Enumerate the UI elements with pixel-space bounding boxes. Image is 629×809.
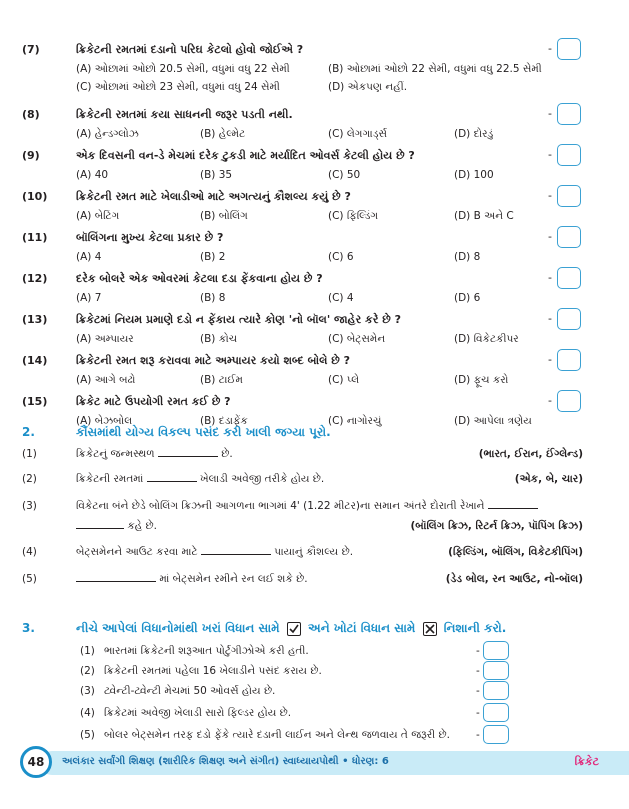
fill-after: છે. [221, 448, 233, 460]
statement-text: ટ્વેન્ટી-ટ્વેન્ટી મેચમાં 50 ઓવર્સ હોય છે. [104, 685, 276, 697]
answer-dash: - [476, 707, 480, 719]
question-number: (7) [22, 43, 40, 56]
blank-line[interactable] [488, 497, 538, 509]
answer-dash: - [548, 107, 552, 120]
section-3-title-c: નિશાની કરો. [443, 621, 507, 635]
option[interactable]: (B) ઓછામાં ઓછો 22 સેમી, વધુમાં વધુ 22.5 સેમી [328, 63, 542, 75]
answer-dash: - [548, 271, 552, 284]
option[interactable]: (D) વિકેટકીપર [454, 333, 519, 345]
answer-box[interactable] [557, 390, 581, 412]
question-line [0, 351, 629, 371]
fill-before: બેટ્સમેનને આઉટ કરવા માટે [76, 546, 198, 558]
mcq-question [0, 228, 629, 266]
statement-text: ક્રિકેટમાં અવેજી ખેલાડી સારો ફિલ્ડર હોય છે. [104, 707, 292, 719]
true-false-item [0, 702, 629, 724]
option[interactable]: (D) 6 [454, 292, 481, 304]
answer-box[interactable] [557, 226, 581, 248]
answer-dash: - [548, 148, 552, 161]
options-row [0, 78, 629, 96]
blank-line[interactable] [76, 570, 156, 582]
option[interactable]: (C) નાગોરચું [328, 415, 382, 427]
answer-dash: - [476, 645, 480, 657]
mcq-question [0, 310, 629, 348]
answer-box[interactable] [557, 103, 581, 125]
true-false-item [0, 724, 629, 746]
option[interactable]: (B) 8 [200, 292, 226, 304]
fill-item-number: (1) [22, 448, 37, 460]
option[interactable]: (A) બેટિંગ [76, 210, 120, 222]
options-row [0, 289, 629, 307]
fill-before: ક્રિકેટનું જન્મસ્થળ [76, 448, 155, 460]
blank-line[interactable] [158, 445, 218, 457]
tick-box[interactable] [483, 725, 509, 744]
cross-box-icon [423, 622, 437, 636]
answer-box[interactable] [557, 38, 581, 60]
section-3-heading [0, 617, 629, 639]
question-text: એક દિવસની વન-ડે મેચમાં દરેક ટુકડી માટે મર્યાદિત ઓવર્સ કેટલી હોય છે ? [76, 149, 415, 162]
option[interactable]: (D) B અને C [454, 210, 514, 222]
question-line [0, 228, 629, 248]
true-false-item [0, 660, 629, 682]
fill-after: પાયાનું કૌશલ્ય છે. [274, 546, 354, 558]
blank-line[interactable] [201, 543, 271, 555]
fill-item-1 [0, 444, 629, 464]
blank-line[interactable] [76, 517, 124, 529]
option[interactable]: (B) ટાઈમ [200, 374, 243, 386]
fill-item-5 [0, 569, 629, 589]
question-text: ક્રિકેટની રમતમાં કયા સાધનની જરૂર પડતી નથી. [76, 108, 293, 121]
option[interactable]: (B) 2 [200, 251, 226, 263]
options-row [0, 166, 629, 184]
question-number: (14) [22, 354, 48, 367]
fill-item-text [76, 469, 324, 489]
mcq-question [0, 40, 629, 96]
question-line [0, 310, 629, 330]
fill-item-text [76, 542, 353, 562]
footer-subject: ક્રિકેટ [574, 755, 599, 768]
option[interactable]: (A) 4 [76, 251, 102, 263]
fill-choices: (બૉલિંગ ક્રિઝ, રિટર્ન ક્રિઝ, પૉપિંગ ક્રિઝ) [410, 520, 583, 532]
question-line [0, 187, 629, 207]
option[interactable]: (A) ઓછામાં ઓછો 20.5 સેમી, વધુમાં વધુ 22 સેમી [76, 63, 290, 75]
option[interactable]: (C) બેટ્સમેન [328, 333, 386, 345]
option[interactable]: (A) બેઝબોલ [76, 415, 133, 427]
question-number: (9) [22, 149, 40, 162]
answer-box[interactable] [557, 267, 581, 289]
answer-dash: - [476, 729, 480, 741]
option[interactable]: (D) ફૂચ કરો [454, 374, 509, 386]
answer-dash: - [548, 42, 552, 55]
question-text: ક્રિકેટમાં નિયમ પ્રમાણે દડો ન ફેંકાય ત્યારે કોણ 'નો બૉલ' જાહેર કરે છે ? [76, 313, 401, 326]
option[interactable]: (B) કોચ [200, 333, 238, 345]
mcq-question [0, 269, 629, 307]
options-row [0, 125, 629, 143]
answer-dash: - [548, 394, 552, 407]
option[interactable]: (B) બોલિંગ [200, 210, 248, 222]
fill-before: વિકેટના બંને છેડે બોલિંગ ક્રિઝની આગળના ભાગમાં 4' (1.22 મીટર)ના સમાન અંતરે દોરાતી રેખાને [76, 500, 485, 512]
tick-box[interactable] [483, 703, 509, 722]
answer-box[interactable] [557, 349, 581, 371]
fill-item-number: (2) [22, 473, 37, 485]
question-number: (11) [22, 231, 48, 244]
fill-before: ક્રિકેટની રમતમાં [76, 473, 144, 485]
section-2-title: કૌંસમાંથી યોગ્ય વિકલ્પ પસંદ કરી ખાલી જગ્યા પૂરો. [76, 425, 331, 439]
statement-number: (1) [80, 645, 95, 657]
question-line [0, 105, 629, 125]
statement-number: (2) [80, 665, 95, 677]
option[interactable]: (B) હેલ્મેટ [200, 128, 246, 140]
answer-dash: - [548, 312, 552, 325]
fill-choices: (એક, બે, ચાર) [514, 473, 583, 485]
fill-item-number: (4) [22, 546, 37, 558]
answer-dash: - [548, 353, 552, 366]
tick-box[interactable] [483, 681, 509, 700]
section-3-title-a: નીચે આપેલાં વિધાનોમાંથી ખરાં વિધાન સામે [76, 621, 280, 635]
option[interactable]: (C) ફિલ્ડિંગ [328, 210, 378, 222]
question-line [0, 392, 629, 412]
question-number: (8) [22, 108, 40, 121]
answer-box[interactable] [557, 308, 581, 330]
option[interactable]: (C) 6 [328, 251, 354, 263]
fill-item-number: (5) [22, 573, 37, 585]
check-box-icon [287, 622, 301, 636]
mcq-question [0, 146, 629, 184]
fill-item-text [76, 516, 157, 536]
question-number: (10) [22, 190, 48, 203]
option[interactable]: (C) 4 [328, 292, 354, 304]
mcq-question [0, 105, 629, 143]
option[interactable]: (B) 35 [200, 169, 233, 181]
blank-line[interactable] [147, 470, 197, 482]
fill-item-text [76, 496, 538, 516]
section-3-number: 3. [22, 621, 35, 635]
section-2-number: 2. [22, 425, 35, 439]
option[interactable]: (D) એકપણ નહીં. [328, 81, 408, 93]
option[interactable]: (A) આગે બઢો [76, 374, 136, 386]
statement-number: (5) [80, 729, 95, 741]
question-text: ક્રિકેટની રમત શરૂ કરાવવા માટે અમ્પાયર કયો શબ્દ બોલે છે ? [76, 354, 351, 367]
statement-number: (4) [80, 707, 95, 719]
fill-choices: (ડેડ બોલ, રન આઉટ, નો-બૉલ) [445, 573, 583, 585]
options-row [0, 207, 629, 225]
question-text: ક્રિકેટની રમતમાં દડાનો પરિઘ કેટલો હોવો જોઈએ ? [76, 43, 304, 56]
option[interactable]: (C) ઓછામાં ઓછો 23 સેમી, વધુમાં વધુ 24 સેમી [76, 81, 280, 93]
option[interactable]: (A) હેન્ડગ્લોઝ [76, 128, 139, 140]
page-number: 48 [20, 746, 52, 778]
true-false-item [0, 680, 629, 702]
fill-choices: (ફિલ્ડિંગ, બૉલિંગ, વિકેટકીપિંગ) [448, 546, 583, 558]
options-row [0, 330, 629, 348]
options-row [0, 60, 629, 78]
fill-after: માં બેટ્સમેન રમીને રન લઈ શકે છે. [159, 573, 308, 585]
fill-item-3 [0, 496, 629, 516]
option[interactable]: (C) પ્લે [328, 374, 360, 386]
answer-box[interactable] [557, 185, 581, 207]
question-number: (12) [22, 272, 48, 285]
page-footer [0, 746, 629, 776]
tick-box[interactable] [483, 641, 509, 660]
question-number: (13) [22, 313, 48, 326]
option[interactable]: (D) 8 [454, 251, 481, 263]
question-line [0, 40, 629, 60]
question-text: દરેક બોલરે એક ઓવરમાં કેટલા દડા ફેંકવાના હોય છે ? [76, 272, 323, 285]
fill-after: કહે છે. [127, 520, 158, 532]
answer-dash: - [548, 230, 552, 243]
question-text: ક્રિકેટ માટે ઉપયોગી રમત કઈ છે ? [76, 395, 231, 408]
fill-after: ખેલાડી અવેજી તરીકે હોય છે. [199, 473, 325, 485]
option[interactable]: (B) દડાફેંક [200, 415, 248, 427]
options-row [0, 248, 629, 266]
option[interactable]: (D) 100 [454, 169, 494, 181]
fill-item-number: (3) [22, 500, 37, 512]
statement-text: બોલર બેટ્સમેન તરફ દડો ફેંકે ત્યારે દડાની લાઈન અને લેન્થ જળવાય તે જરૂરી છે. [104, 729, 450, 741]
statement-text: ભારતમાં ક્રિકેટની શરૂઆત પોર્ટુગીઝોએ કરી હતી. [104, 645, 309, 657]
mcq-question [0, 351, 629, 389]
tick-box[interactable] [483, 661, 509, 680]
question-line [0, 269, 629, 289]
answer-dash: - [476, 665, 480, 677]
option[interactable]: (A) 7 [76, 292, 102, 304]
question-text: ક્રિકેટની રમત માટે ખેલાડીઓ માટે અગત્યનું કૌશલ્ય કયું છે ? [76, 190, 351, 203]
options-row [0, 371, 629, 389]
question-text: બૉલિંગના મુખ્ય કેટલા પ્રકાર છે ? [76, 231, 224, 244]
option[interactable]: (D) દોરડું [454, 128, 494, 140]
fill-choices: (ભારત, ઈરાન, ઈંગ્લેન્ડ) [478, 448, 583, 460]
option[interactable]: (C) 50 [328, 169, 361, 181]
answer-box[interactable] [557, 144, 581, 166]
option[interactable]: (D) આપેલા ત્રણેય [454, 415, 532, 427]
statement-number: (3) [80, 685, 95, 697]
section-3-title [76, 617, 506, 639]
answer-dash: - [476, 685, 480, 697]
option[interactable]: (A) 40 [76, 169, 109, 181]
fill-item-text [76, 444, 233, 464]
option[interactable]: (A) અમ્પાયર [76, 333, 134, 345]
footer-book-title: અલંકાર સર્વાંગી શિક્ષણ (શારીરિક શિક્ષણ અને સંગીત) સ્વાધ્યાયપોથી • ધોરણ: 6 [62, 756, 389, 767]
fill-item-4 [0, 542, 629, 562]
answer-dash: - [548, 189, 552, 202]
true-false-item [0, 640, 629, 662]
question-number: (15) [22, 395, 48, 408]
question-line [0, 146, 629, 166]
fill-item-3-cont [0, 516, 629, 536]
section-3-title-b: અને ખોટાં વિધાન સામે [308, 621, 416, 635]
statement-text: ક્રિકેટની રમતમાં પહેલા 16 ખેલાડીને પસંદ કરાય છે. [104, 665, 322, 677]
fill-item-text [76, 569, 308, 589]
mcq-question [0, 187, 629, 225]
option[interactable]: (C) લેગગાર્ડ્સ [328, 128, 387, 140]
fill-item-2 [0, 469, 629, 489]
